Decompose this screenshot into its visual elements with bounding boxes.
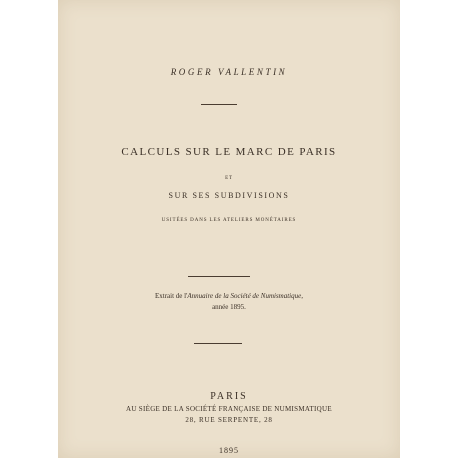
extract-prefix: Extrait de l' [155, 292, 188, 300]
divider-rule [188, 276, 250, 277]
title-page [58, 0, 400, 458]
title-conjunction: ET [225, 176, 233, 181]
author-name: ROGER VALLENTIN [170, 67, 288, 77]
imprint-publisher: AU SIÈGE DE LA SOCIÉTÉ FRANÇAISE DE NUMISMATIQUE [126, 405, 332, 413]
extract-note [58, 292, 400, 300]
book-subtitle: SUR SES SUBDIVISIONS [168, 191, 290, 200]
divider-rule [201, 104, 237, 105]
extract-year: année 1895. [212, 303, 246, 311]
book-title: CALCULS SUR LE MARC DE PARIS [121, 146, 337, 158]
divider-rule [194, 343, 242, 344]
usage-note: USITÉES DANS LES ATELIERS MONÉTAIRES [161, 218, 297, 223]
imprint-address: 28, RUE SERPENTE, 28 [185, 416, 273, 424]
imprint-city: PARIS [210, 391, 248, 402]
imprint-year: 1895 [219, 446, 239, 455]
journal-name: Annuaire de la Société de Numismatique, [187, 292, 303, 300]
